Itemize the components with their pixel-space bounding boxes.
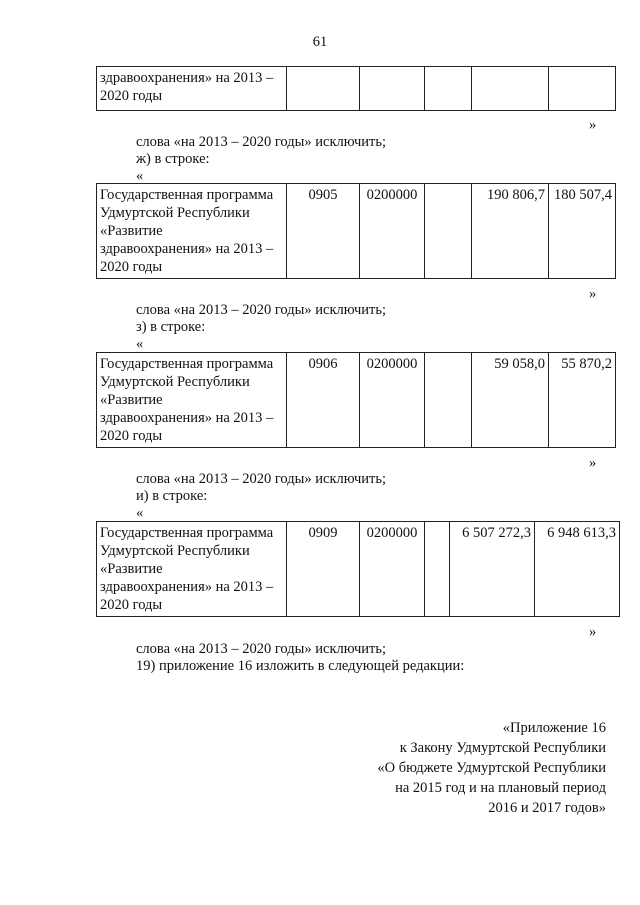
- opening-quote: «: [136, 168, 144, 184]
- table-cell-code: 0905: [287, 184, 360, 279]
- opening-quote: «: [136, 505, 144, 521]
- table-cell-code: [287, 67, 360, 111]
- appendix-line: «О бюджете Удмуртской Республики: [377, 760, 606, 776]
- table-cell-program: [360, 67, 425, 111]
- table-cell-empty: [425, 67, 472, 111]
- item-19-text: 19) приложение 16 изложить в следующей редакции:: [136, 658, 465, 674]
- table-cell-value1: 59 058,0: [472, 353, 549, 448]
- table-cell-program: 0200000: [360, 184, 425, 279]
- table-cell-value2: [549, 67, 616, 111]
- instruction-text: слова «на 2013 – 2020 годы» исключить;: [136, 641, 387, 657]
- appendix-header: [377, 718, 606, 818]
- table-cell-value1: [472, 67, 549, 111]
- section-label: з) в строке:: [136, 319, 206, 335]
- closing-quote: »: [589, 455, 597, 471]
- table-cell-name: Государственная программа Удмуртской Республики «Развитие здравоохранения» на 2013 – 2020 годы: [97, 522, 287, 617]
- opening-quote: «: [136, 336, 144, 352]
- table-cell-code: 0906: [287, 353, 360, 448]
- table-cell-program: 0200000: [360, 522, 425, 617]
- instruction-text: слова «на 2013 – 2020 годы» исключить;: [136, 302, 387, 318]
- table-cell-value2: 55 870,2: [549, 353, 616, 448]
- table-cell-empty: [425, 184, 472, 279]
- appendix-line: к Закону Удмуртской Республики: [399, 740, 606, 756]
- instruction-text: слова «на 2013 – 2020 годы» исключить;: [136, 134, 387, 150]
- budget-table-0909: [96, 521, 620, 617]
- table-cell-name: здравоохранения» на 2013 – 2020 годы: [97, 67, 287, 111]
- budget-table-continuation: [96, 66, 616, 111]
- closing-quote: »: [589, 117, 597, 133]
- appendix-line: «Приложение 16: [502, 720, 606, 736]
- appendix-line: на 2015 год и на плановый период: [395, 780, 606, 796]
- closing-quote: »: [589, 624, 597, 640]
- table-cell-empty: [425, 522, 450, 617]
- table-cell-program: 0200000: [360, 353, 425, 448]
- table-cell-name: Государственная программа Удмуртской Республики «Развитие здравоохранения» на 2013 – 2020 годы: [97, 353, 287, 448]
- table-cell-empty: [425, 353, 472, 448]
- table-cell-value2: 180 507,4: [549, 184, 616, 279]
- budget-table-0905: [96, 183, 616, 279]
- table-cell-name: Государственная программа Удмуртской Республики «Развитие здравоохранения» на 2013 – 2020 годы: [97, 184, 287, 279]
- instruction-text: слова «на 2013 – 2020 годы» исключить;: [136, 471, 387, 487]
- appendix-line: 2016 и 2017 годов»: [488, 800, 606, 816]
- table-cell-code: 0909: [287, 522, 360, 617]
- table-cell-value2: 6 948 613,3: [535, 522, 620, 617]
- table-cell-value1: 6 507 272,3: [450, 522, 535, 617]
- budget-table-0906: [96, 352, 616, 448]
- closing-quote: »: [589, 286, 597, 302]
- page-number: 61: [312, 34, 328, 50]
- section-label: ж) в строке:: [136, 151, 210, 167]
- table-cell-value1: 190 806,7: [472, 184, 549, 279]
- section-label: и) в строке:: [136, 488, 208, 504]
